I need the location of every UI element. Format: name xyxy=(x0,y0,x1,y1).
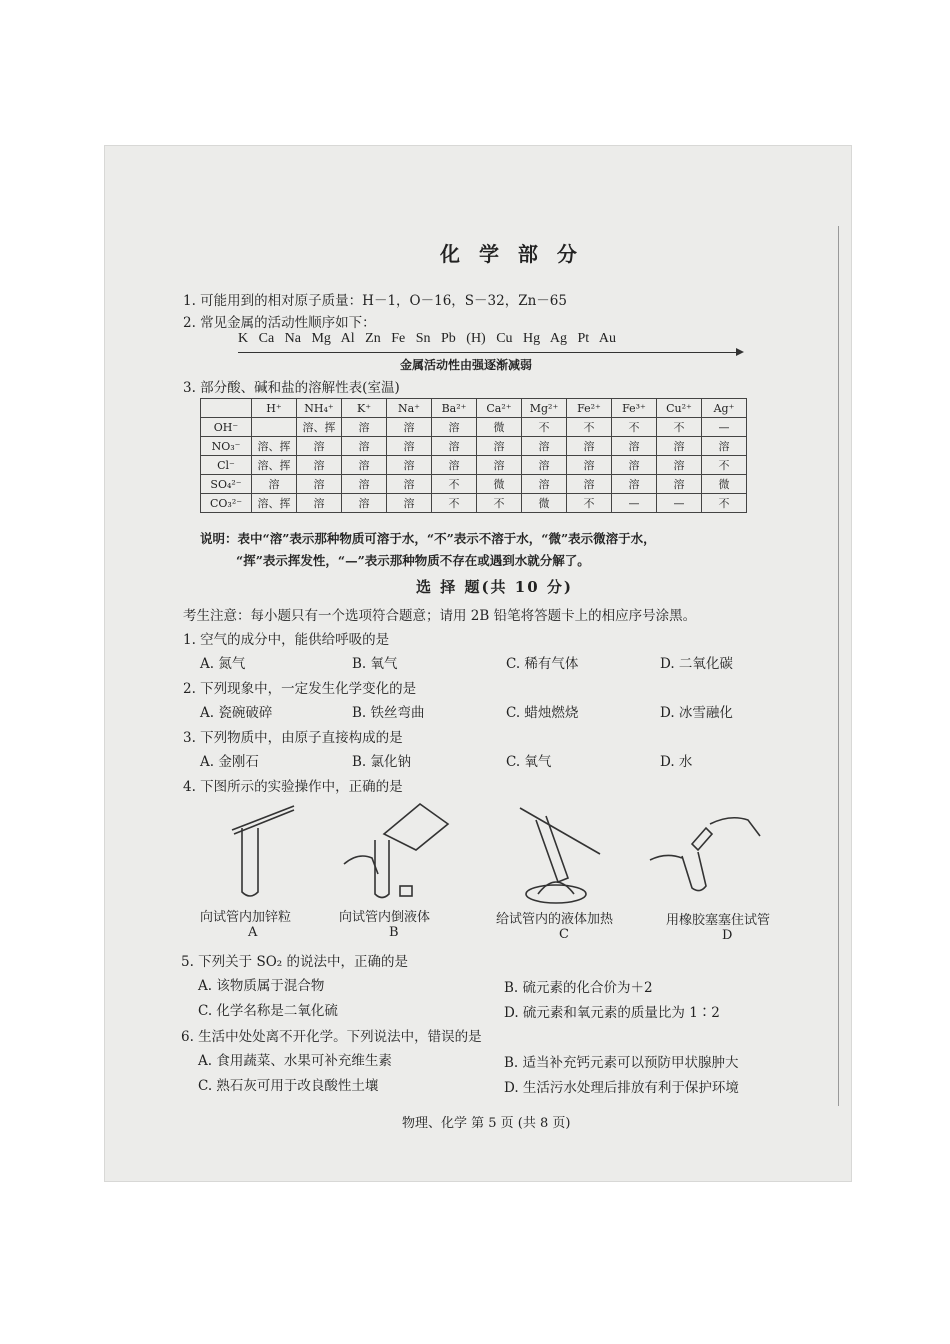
question-3-option: D. 水 xyxy=(660,754,693,770)
table-cell: 不 xyxy=(522,418,567,437)
question-3-option: A. 金刚石 xyxy=(200,754,259,770)
solubility-table xyxy=(200,398,747,513)
section-title: 化 学 部 分 xyxy=(440,242,583,266)
question-1-option: C. 稀有气体 xyxy=(506,656,579,672)
table-cell: 溶、挥 xyxy=(252,494,297,513)
question-1-option: D. 二氧化碳 xyxy=(660,656,733,672)
table-cell: 不 xyxy=(477,494,522,513)
question-2-stem: 2. 下列现象中，一定发生化学变化的是 xyxy=(183,681,417,697)
table-cell: 溶 xyxy=(387,418,432,437)
table-cell: 溶 xyxy=(612,456,657,475)
question-1-stem: 1. 空气的成分中，能供给呼吸的是 xyxy=(183,632,390,648)
table-cell: 溶 xyxy=(342,418,387,437)
table-cell: OH⁻ xyxy=(201,418,252,437)
question-5-option: B. 硫元素的化合价为＋2 xyxy=(504,980,653,996)
table-cell xyxy=(252,418,297,437)
table-row xyxy=(201,456,747,475)
table-header-cell: H⁺ xyxy=(252,399,297,418)
table-cell: 溶 xyxy=(387,475,432,494)
table-cell: 溶 xyxy=(432,418,477,437)
figure-a-letter: A xyxy=(248,925,258,940)
question-1-option: B. 氧气 xyxy=(352,656,398,672)
table-cell: 溶、挥 xyxy=(297,418,342,437)
table-header-row xyxy=(201,399,747,418)
table-header-cell: NH₄⁺ xyxy=(297,399,342,418)
table-cell: 微 xyxy=(702,475,747,494)
table-cell: 溶、挥 xyxy=(252,437,297,456)
table-cell: 溶 xyxy=(252,475,297,494)
table-cell: 不 xyxy=(702,494,747,513)
table-cell: 溶、挥 xyxy=(252,456,297,475)
figure-b-caption: 向试管内倒液体 xyxy=(339,910,431,925)
question-6-option: B. 适当补充钙元素可以预防甲状腺肿大 xyxy=(504,1055,739,1071)
table-cell: 溶 xyxy=(432,437,477,456)
table-header-cell: Mg²⁺ xyxy=(522,399,567,418)
table-cell: 溶 xyxy=(477,456,522,475)
question-6-option: D. 生活污水处理后排放有利于保护环境 xyxy=(504,1080,739,1096)
table-cell: — xyxy=(657,494,702,513)
table-header-cell: Ca²⁺ xyxy=(477,399,522,418)
table-cell: 溶 xyxy=(342,437,387,456)
page-edge-line xyxy=(838,226,839,1106)
table-cell: 溶 xyxy=(612,475,657,494)
table-cell: 溶 xyxy=(522,437,567,456)
lab-operations-figures xyxy=(220,800,780,910)
question-3-option: C. 氧气 xyxy=(506,754,552,770)
multiple-choice-heading: 选 择 题(共 10 分) xyxy=(416,578,573,596)
figure-b-letter: B xyxy=(389,925,399,940)
table-cell: 溶 xyxy=(522,475,567,494)
question-3-stem: 3. 下列物质中，由原子直接构成的是 xyxy=(183,730,403,746)
table-cell: 微 xyxy=(477,475,522,494)
question-2-option: B. 铁丝弯曲 xyxy=(352,705,425,721)
question-2-option: D. 冰雪融化 xyxy=(660,705,733,721)
table-header-cell: Cu²⁺ xyxy=(657,399,702,418)
page-footer: 物理、化学 第 5 页 (共 8 页) xyxy=(402,1116,571,1131)
question-3-option: B. 氯化钠 xyxy=(352,754,412,770)
table-cell: CO₃²⁻ xyxy=(201,494,252,513)
table-row xyxy=(201,475,747,494)
table-cell: 溶 xyxy=(477,437,522,456)
table-cell: 溶 xyxy=(657,437,702,456)
table-cell: 溶 xyxy=(522,456,567,475)
table-header-cell: Ba²⁺ xyxy=(432,399,477,418)
figure-c-caption: 给试管内的液体加热 xyxy=(496,912,614,927)
table-cell: 溶 xyxy=(432,456,477,475)
question-2-option: C. 蜡烛燃烧 xyxy=(506,705,579,721)
question-5-stem: 5. 下列关于 SO₂ 的说法中，正确的是 xyxy=(181,954,408,970)
question-5-option: C. 化学名称是二氧化硫 xyxy=(198,1003,338,1019)
table-cell: 不 xyxy=(657,418,702,437)
table-header-cell: Ag⁺ xyxy=(702,399,747,418)
table-cell: 微 xyxy=(522,494,567,513)
table-cell: 溶 xyxy=(297,494,342,513)
table-cell: 溶 xyxy=(567,437,612,456)
table-header-cell: K⁺ xyxy=(342,399,387,418)
table-cell: 溶 xyxy=(567,456,612,475)
table-cell: 溶 xyxy=(297,456,342,475)
table-row xyxy=(201,418,747,437)
question-6-option: C. 熟石灰可用于改良酸性土壤 xyxy=(198,1078,379,1094)
table-cell: SO₄²⁻ xyxy=(201,475,252,494)
activity-arrow-label: 金属活动性由强逐渐减弱 xyxy=(400,358,533,372)
table-cell: 溶 xyxy=(387,494,432,513)
table-cell: 不 xyxy=(567,418,612,437)
table-note-line-1: 说明：表中“溶”表示那种物质可溶于水，“不”表示不溶于水，“微”表示微溶于水， xyxy=(200,531,656,546)
figure-a-zinc-into-tube xyxy=(232,806,294,896)
question-6-option: A. 食用蔬菜、水果可补充维生素 xyxy=(198,1053,392,1069)
table-cell: — xyxy=(702,418,747,437)
table-cell: 溶 xyxy=(612,437,657,456)
figure-a-caption: 向试管内加锌粒 xyxy=(200,910,292,925)
table-cell: 溶 xyxy=(657,475,702,494)
question-4-stem: 4. 下图所示的实验操作中，正确的是 xyxy=(183,779,403,795)
table-cell: 溶 xyxy=(297,437,342,456)
figure-d-caption: 用橡胶塞塞住试管 xyxy=(666,913,771,928)
table-cell: 溶 xyxy=(387,456,432,475)
table-note-line-2: “挥”表示挥发性，“—”表示那种物质不存在或遇到水就分解了。 xyxy=(236,553,590,568)
table-cell: NO₃⁻ xyxy=(201,437,252,456)
table-cell: — xyxy=(612,494,657,513)
table-header-cell xyxy=(201,399,252,418)
table-cell: 溶 xyxy=(342,494,387,513)
question-5-option: A. 该物质属于混合物 xyxy=(198,978,325,994)
table-cell: 溶 xyxy=(297,475,342,494)
figure-c-heating-liquid xyxy=(520,808,600,903)
table-cell: 溶 xyxy=(342,475,387,494)
activity-arrow xyxy=(238,352,738,353)
table-row xyxy=(201,437,747,456)
table-header-cell: Fe²⁺ xyxy=(567,399,612,418)
table-cell: 溶 xyxy=(342,456,387,475)
solubility-table-title: 3. 部分酸、碱和盐的溶解性表(室温) xyxy=(183,380,400,396)
table-cell: 溶 xyxy=(702,437,747,456)
question-1-option: A. 氮气 xyxy=(200,656,246,672)
exam-instructions: 考生注意：每小题只有一个选项符合题意；请用 2B 铅笔将答题卡上的相应序号涂黑。 xyxy=(183,608,697,624)
question-5-option: D. 硫元素和氧元素的质量比为 1∶2 xyxy=(504,1005,720,1021)
table-header-cell: Na⁺ xyxy=(387,399,432,418)
table-cell: 不 xyxy=(702,456,747,475)
figure-c-letter: C xyxy=(559,927,569,942)
table-header-cell: Fe³⁺ xyxy=(612,399,657,418)
table-cell: 不 xyxy=(567,494,612,513)
question-6-stem: 6. 生活中处处离不开化学。下列说法中，错误的是 xyxy=(181,1029,482,1045)
table-row xyxy=(201,494,747,513)
table-cell: Cl⁻ xyxy=(201,456,252,475)
table-cell: 微 xyxy=(477,418,522,437)
figure-d-letter: D xyxy=(722,928,733,943)
table-cell: 溶 xyxy=(567,475,612,494)
metal-activity-series: K Ca Na Mg Al Zn Fe Sn Pb (H) Cu Hg Ag Pt Au xyxy=(238,331,617,346)
info-activity-series-label: 2. 常见金属的活动性顺序如下： xyxy=(183,315,376,331)
figure-b-pouring-liquid xyxy=(344,804,448,898)
table-cell: 溶 xyxy=(657,456,702,475)
figure-d-rubber-stopper xyxy=(650,818,760,891)
table-cell: 不 xyxy=(612,418,657,437)
table-cell: 不 xyxy=(432,475,477,494)
question-2-option: A. 瓷碗破碎 xyxy=(200,705,273,721)
table-cell: 溶 xyxy=(387,437,432,456)
table-cell: 不 xyxy=(432,494,477,513)
info-atomic-masses: 1. 可能用到的相对原子质量：H－1，O－16，S－32，Zn－65 xyxy=(183,293,567,309)
